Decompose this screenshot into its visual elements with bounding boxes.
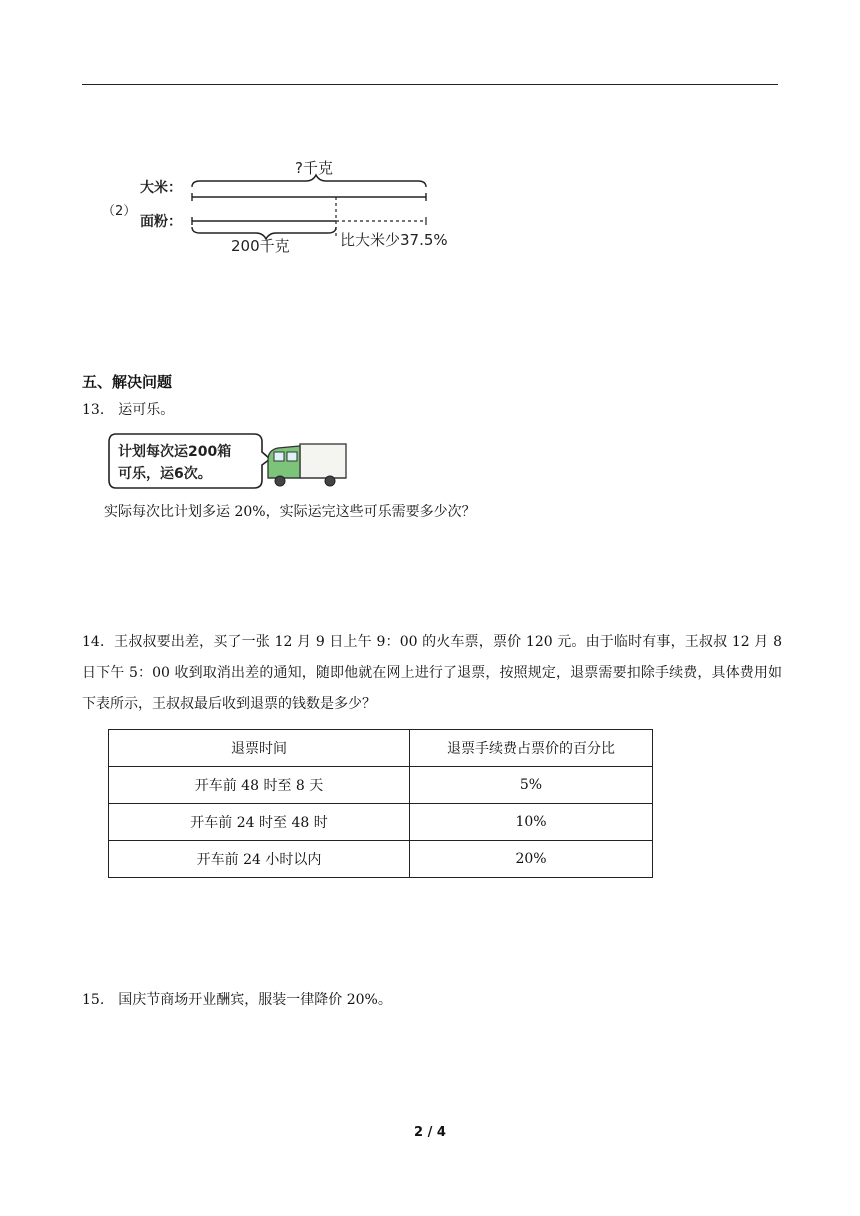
table-row — [109, 767, 653, 804]
rice-label: 大米： — [140, 180, 182, 196]
section-title: 五、解决问题 — [82, 373, 173, 391]
table-header-cell: 退票手续费占票价的百分比 — [410, 730, 653, 767]
question-13-text: 实际每次比计划多运 20%，实际运完这些可乐需要多少次？ — [104, 504, 476, 520]
table-header-cell: 退票时间 — [109, 730, 410, 767]
diagram-svg — [100, 150, 480, 260]
flour-label: 面粉： — [140, 214, 182, 230]
truck-icon — [268, 444, 346, 486]
table-header-row — [109, 730, 653, 767]
table-cell: 5% — [410, 767, 653, 804]
bubble-line-2: 可乐，运6次。 — [118, 466, 212, 482]
question-14-text: 14．王叔叔要出差，买了一张 12 月 9 日上午 9：00 的火车票，票价 120 元。由于临时有事，王叔叔 12 月 8 日下午 5：00 收到取消出差的通知，随即他就在网上进行了退票，按照规定，退票需要扣除手续费，具体费用如下表所示，王叔叔最后收到退票的钱数是多少？ — [82, 634, 782, 712]
bubble-line-1: 计划每次运200箱 — [118, 444, 232, 460]
question-13-illustration — [108, 432, 348, 490]
table-cell: 10% — [410, 804, 653, 841]
header-rule — [82, 84, 778, 85]
refund-fee-table — [108, 729, 653, 878]
flour-amount-label: 200千克 — [231, 237, 290, 255]
unknown-amount-label: ?千克 — [295, 159, 333, 177]
table-cell: 开车前 48 时至 8 天 — [109, 767, 410, 804]
page-number: 2 / 4 — [414, 1125, 446, 1140]
table-cell: 20% — [410, 841, 653, 878]
table-cell: 开车前 24 时至 48 时 — [109, 804, 410, 841]
bubble-and-truck-svg — [108, 432, 348, 490]
question-15-text: 15. 国庆节商场开业酬宾，服装一律降价 20%。 — [82, 992, 392, 1008]
table-cell: 开车前 24 小时以内 — [109, 841, 410, 878]
table-row — [109, 804, 653, 841]
difference-label: 比大米少37.5% — [340, 231, 448, 249]
question-13-title: 13. 运可乐。 — [82, 402, 175, 418]
table-row — [109, 841, 653, 878]
part-label: （2） — [102, 204, 137, 219]
line-segment-diagram — [100, 150, 480, 260]
